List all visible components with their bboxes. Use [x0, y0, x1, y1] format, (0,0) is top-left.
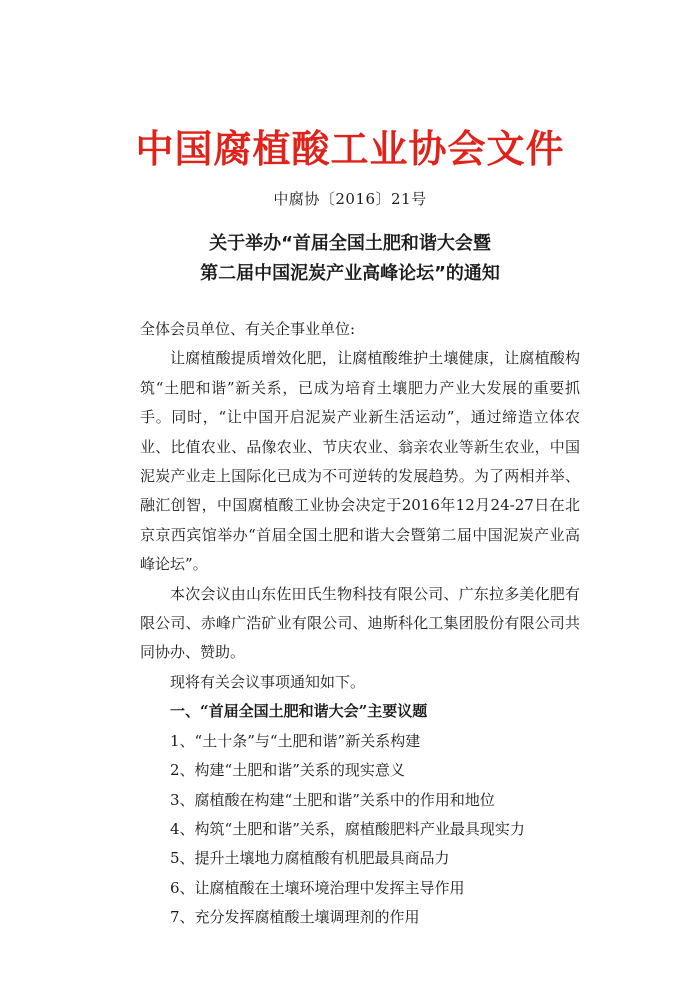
topic-item: 1、“土十条”与“土肥和谐”新关系构建 — [170, 731, 421, 750]
topic-item: 7、充分发挥腐植酸土壤调理剂的作用 — [170, 908, 420, 927]
document-number: 中腐协〔2016〕21号 — [273, 190, 427, 208]
section-heading-topics: 一、“首届全国土肥和谐大会”主要议题 — [170, 702, 428, 721]
notice-title — [0, 229, 700, 289]
organization-masthead: 中国腐植酸工业协会文件 — [135, 127, 565, 171]
paragraph-announcement: 现将有关会议事项通知如下。 — [170, 672, 366, 691]
notice-title-line-2: 第二届中国泥炭产业高峰论坛”的通知 — [200, 263, 500, 284]
topic-item: 5、提升土壤地力腐植酸有机肥最具商品力 — [170, 849, 450, 868]
paragraph-intro: 让腐植酸提质增效化肥，让腐植酸维护土壤健康，让腐植酸构筑“土肥和谐”新关系，已成为培育土壤肥力产业大发展的重要抓手。同时，“让中国开启泥炭产业新生活运动”，通过缔造立体农业、比值农业、品像农业、节庆农业、翁亲农业等新生农业，中国泥炭产业走上国际化已成为不可逆转的发展趋势。为了两相并举、融汇创智，中国腐植酸工业协会决定于2016年12月24-27日在北京京西宾馆举办“首届全国土肥和谐大会暨第二届中国泥炭产业高峰论坛”。 — [140, 349, 580, 574]
notice-title-line-1: 关于举办“首届全国土肥和谐大会暨 — [209, 233, 491, 254]
paragraph-organizers: 本次会议由山东佐田氏生物科技有限公司、广东拉多美化肥有限公司、赤峰广浩矿业有限公司、迪斯科化工集团股份有限公司共同协办、赞助。 — [140, 584, 580, 662]
topic-list — [140, 727, 580, 933]
topic-item: 6、让腐植酸在土壤环境治理中发挥主导作用 — [170, 878, 465, 897]
notice-body — [140, 315, 580, 933]
topic-item: 2、构建“土肥和谐”关系的现实意义 — [170, 761, 405, 780]
topic-item: 4、构筑“土肥和谐”关系，腐植酸肥料产业最具现实力 — [170, 819, 525, 838]
salutation: 全体会员单位、有关企事业单位: — [140, 320, 356, 338]
topic-item: 3、腐植酸在构建“土肥和谐”关系中的作用和地位 — [170, 790, 495, 809]
